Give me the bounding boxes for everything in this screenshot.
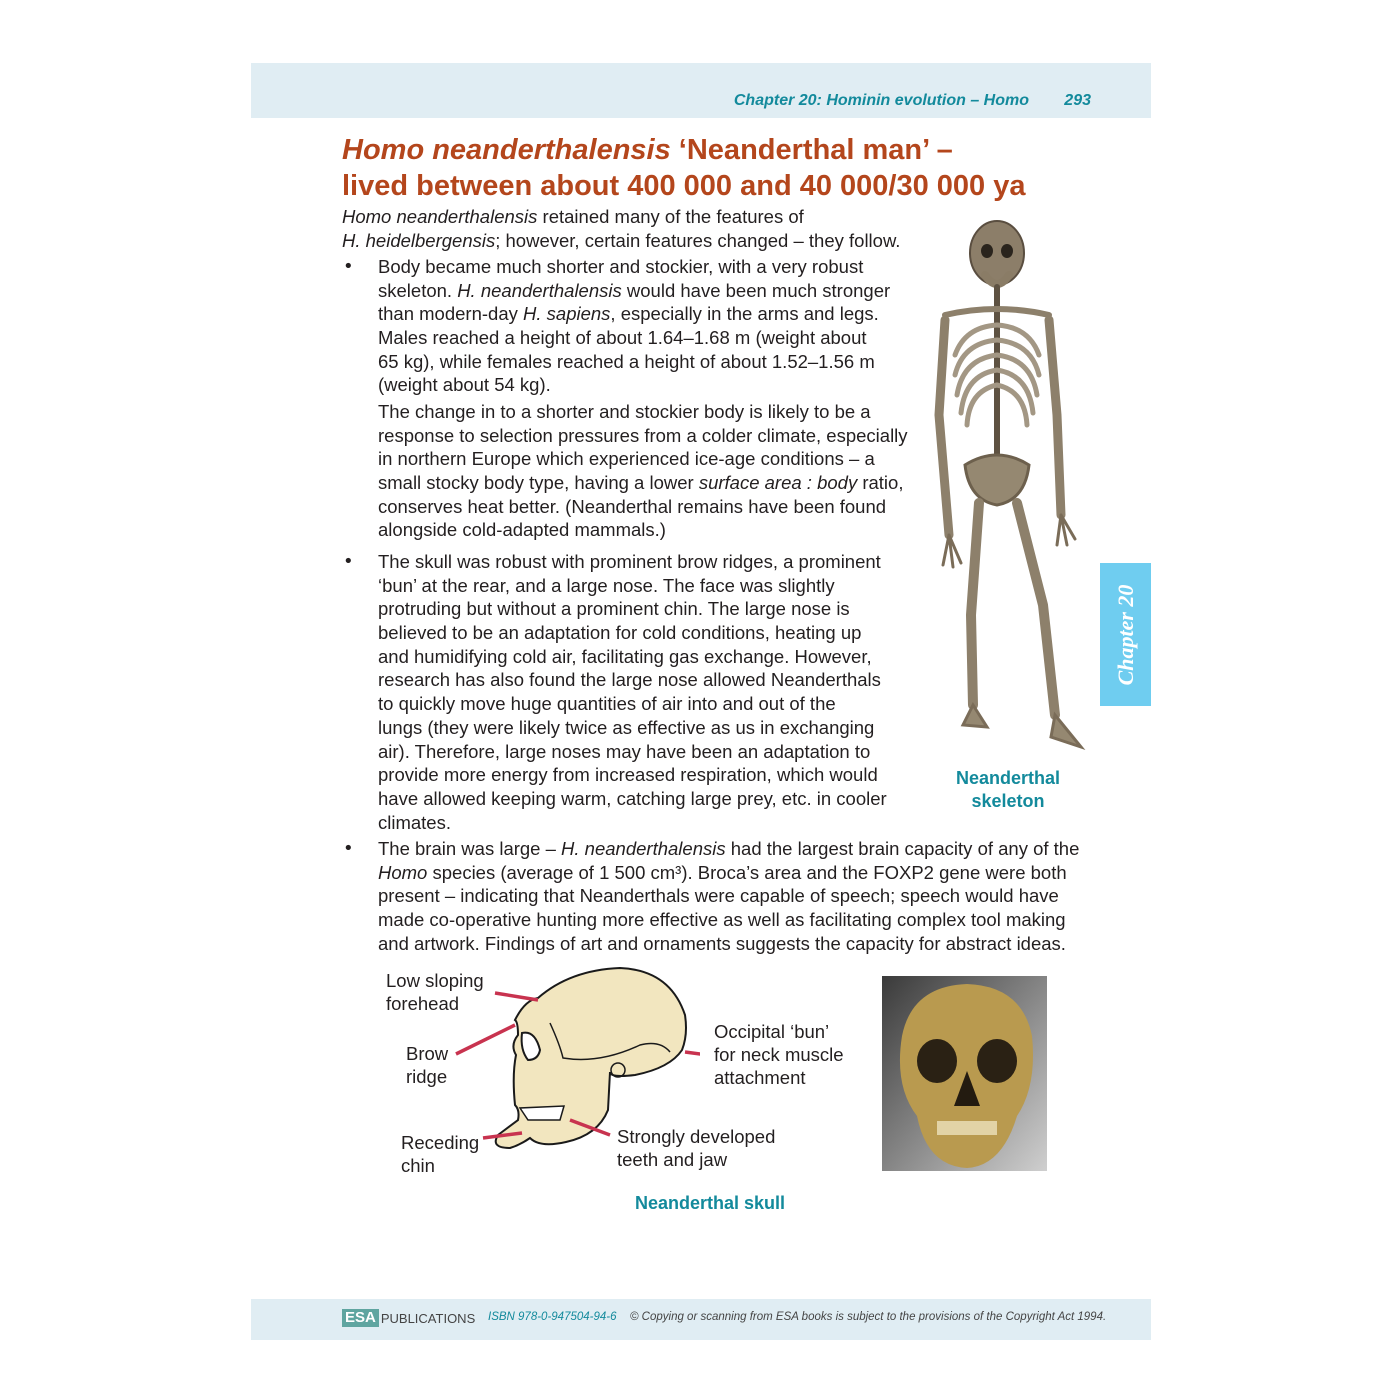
label-teeth-and-jaw [617, 1125, 775, 1171]
text-line [378, 692, 887, 716]
title-date-range: lived between about 400 000 and 40 000/30 000 ya [342, 170, 1026, 202]
text-segment: present – indicating that Neanderthals were capable of speech; speech would have [378, 885, 1059, 907]
logo-publications: PUBLICATIONS [380, 1310, 476, 1326]
text-segment: 65 kg), while females reached a height of about 1.52–1.56 m [378, 350, 875, 372]
text-line [378, 326, 890, 350]
text-segment: made co-operative hunting more effective as well as facilitating complex tool making [378, 909, 1066, 931]
chapter-title: Chapter 20: Hominin evolution – Homo [733, 92, 1029, 109]
italic-term: Homo [378, 861, 428, 883]
skeleton-caption-line-1: Neanderthal [955, 768, 1061, 788]
skeleton-caption [940, 767, 1076, 813]
text-line [378, 350, 890, 374]
skull-caption: Neanderthal skull [634, 1193, 786, 1213]
text-segment: protruding but without a prominent chin. The large nose is [378, 598, 850, 620]
text-segment: response to selection pressures from a colder climate, especially [378, 424, 908, 446]
text-line [378, 908, 1079, 932]
text-segment: than modern-day [378, 303, 524, 325]
text-segment: Males reached a height of about 1.64–1.68 m (weight about [378, 327, 867, 349]
bullet-3-marker: • [343, 838, 354, 859]
text-line [378, 574, 887, 598]
italic-term: H. neanderthalensis [561, 838, 726, 859]
text-segment: Body became much shorter and stockier, with a very robust [378, 256, 864, 277]
text-line [378, 884, 1079, 908]
text-line [378, 550, 887, 574]
esa-publications-logo [342, 1309, 475, 1327]
bullet-3-paragraph [378, 837, 1079, 955]
text-line [378, 471, 908, 495]
text-segment: air). Therefore, large noses may have been an adaptation to [378, 740, 871, 762]
label-line: ridge [406, 1066, 448, 1087]
text-line [378, 932, 1079, 956]
text-segment: climates. [378, 811, 451, 833]
label-line: forehead [386, 993, 460, 1014]
text-segment: and humidifying cold air, facilitating gas exchange. However, [378, 645, 872, 667]
bullet-2-paragraph [378, 550, 887, 834]
logo-esa: ESA [342, 1309, 379, 1327]
label-line: Low sloping [386, 970, 484, 991]
copyright-notice: © Copying or scanning from ESA books is subject to the provisions of the Copyright Act 1994. [630, 1311, 1107, 1323]
neanderthal-skull-photo [882, 976, 1047, 1171]
label-line: for neck muscle [714, 1044, 844, 1065]
title-common-name: ‘Neanderthal man’ – [670, 134, 953, 166]
label-brow-ridge [406, 1042, 448, 1088]
text-segment: ‘bun’ at the rear, and a large nose. The face was slightly [378, 574, 835, 596]
text-line [378, 518, 908, 542]
label-line: chin [401, 1155, 435, 1176]
text-segment: have allowed keeping warm, catching large prey, etc. in cooler [378, 787, 887, 809]
text-line [378, 597, 887, 621]
label-receding-chin [401, 1131, 479, 1177]
text-segment: small stocky body type, having a lower [378, 472, 699, 494]
text-line [378, 837, 1079, 861]
text-line [378, 645, 887, 669]
text-line [378, 495, 908, 519]
bullet-1-marker: • [343, 256, 354, 277]
text-segment: ratio, [857, 472, 904, 494]
text-line [342, 229, 900, 253]
label-line: Receding [401, 1132, 480, 1153]
label-low-sloping-forehead [386, 969, 484, 1015]
text-segment: , especially in the arms and legs. [610, 303, 879, 325]
label-line: teeth and jaw [617, 1149, 728, 1170]
title-species: Homo neanderthalensis [342, 134, 671, 166]
text-segment: had the largest brain capacity of any of the [725, 838, 1080, 859]
text-line [378, 811, 887, 835]
text-segment: in northern Europe which experienced ice-age conditions – a [378, 448, 875, 470]
text-line [378, 255, 890, 279]
neanderthal-skeleton-image [925, 215, 1095, 755]
text-line [378, 279, 890, 303]
text-line [378, 787, 887, 811]
label-line: Occipital ‘bun’ [714, 1021, 830, 1042]
text-segment: would have been much stronger [621, 279, 891, 301]
text-segment: The change in to a shorter and stockier body is likely to be a [378, 401, 871, 422]
label-line: attachment [714, 1067, 806, 1088]
italic-term: H. neanderthalensis [457, 279, 622, 301]
text-segment: The brain was large – [378, 838, 562, 859]
text-line [342, 205, 900, 229]
page-header [251, 63, 1151, 118]
text-line [378, 621, 887, 645]
bullet-2-marker: • [343, 551, 354, 572]
text-segment: skeleton. [378, 279, 458, 301]
italic-term: Homo neanderthalensis [342, 206, 538, 227]
text-line [378, 424, 908, 448]
text-segment: conserves heat better. (Neanderthal remains have been found [378, 495, 887, 517]
text-line [378, 447, 908, 471]
chapter-tab-label: Chapter 20 [1112, 584, 1138, 685]
chapter-tab[interactable] [1100, 563, 1151, 706]
text-line [378, 763, 887, 787]
text-line [378, 716, 887, 740]
text-segment: The skull was robust with prominent brow ridges, a prominent [378, 551, 881, 572]
text-line [378, 740, 887, 764]
text-segment: to quickly move huge quantities of air into and out of the [378, 693, 836, 715]
text-segment: ; however, certain features changed – they follow. [495, 229, 901, 251]
text-line [378, 373, 890, 397]
text-segment: believed to be an adaptation for cold conditions, heating up [378, 622, 862, 644]
text-segment: retained many of the features of [537, 206, 804, 227]
page-number: 293 [1064, 92, 1091, 109]
italic-term: H. heidelbergensis [342, 229, 496, 251]
text-segment: lungs (they were likely twice as effective as us in exchanging [378, 716, 875, 738]
text-line [378, 861, 1079, 885]
text-line [378, 668, 887, 692]
italic-term: surface area : body [698, 472, 858, 494]
skeleton-caption-line-2: skeleton [971, 791, 1045, 811]
page-footer [251, 1299, 1151, 1340]
text-segment: provide more energy from increased respiration, which would [378, 764, 878, 786]
text-line [378, 302, 890, 326]
label-line: Brow [406, 1043, 449, 1064]
text-segment: research has also found the large nose allowed Neanderthals [378, 669, 881, 691]
text-segment: alongside cold-adapted mammals.) [378, 519, 666, 541]
text-segment: (weight about 54 kg). [378, 374, 551, 396]
text-line [378, 400, 908, 424]
label-occipital-bun [714, 1020, 844, 1089]
isbn: ISBN 978-0-947504-94-6 [488, 1311, 617, 1323]
text-segment: species (average of 1 500 cm³). Broca’s area and the FOXP2 gene were both [427, 861, 1067, 883]
bullet-1-paragraph-1 [378, 255, 890, 397]
text-segment: and artwork. Findings of art and ornaments suggests the capacity for abstract ideas. [378, 932, 1066, 954]
section-title [342, 132, 1025, 204]
intro-paragraph [342, 205, 900, 252]
bullet-1-paragraph-2 [378, 400, 908, 542]
label-line: Strongly developed [617, 1126, 776, 1147]
italic-term: H. sapiens [523, 303, 611, 325]
